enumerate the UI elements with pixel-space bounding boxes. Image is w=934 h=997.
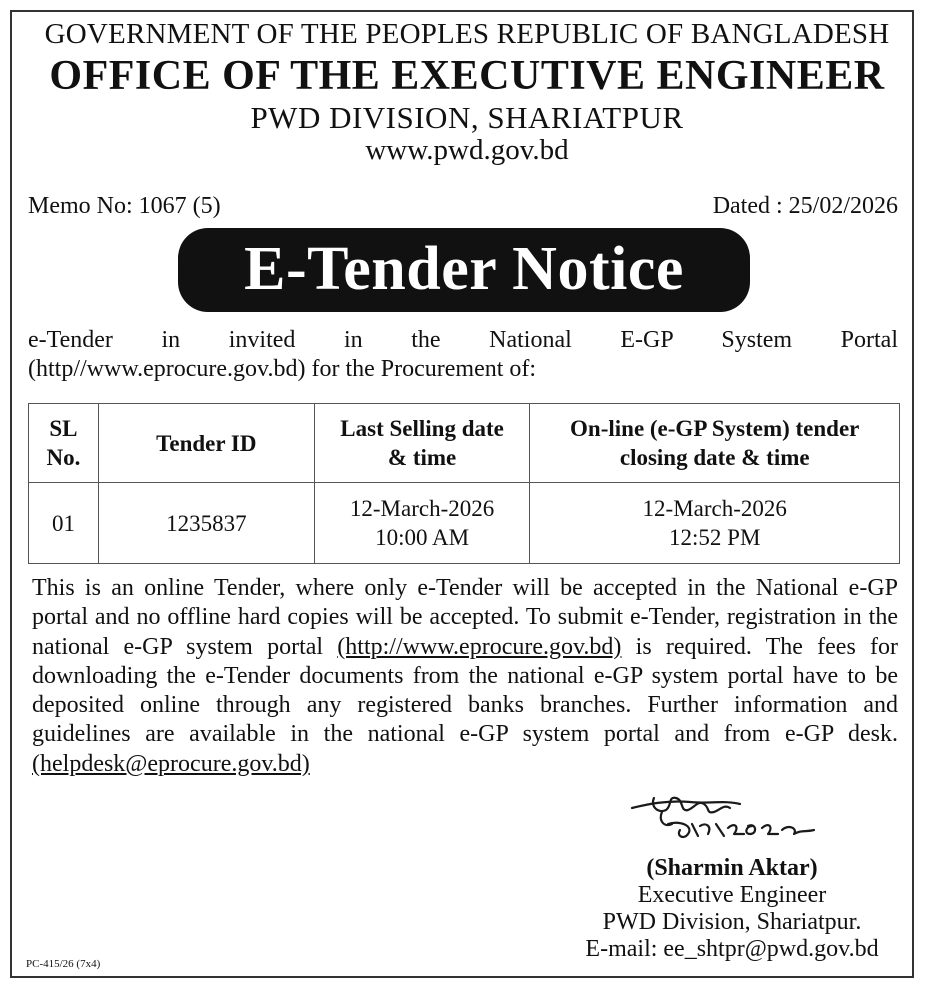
publication-code: PC-415/26 (7x4): [26, 958, 101, 970]
intro-line-1: e-Tender in invited in the National E-GP System Portal: [28, 327, 898, 353]
office-heading: OFFICE OF THE EXECUTIVE ENGINEER: [49, 53, 885, 99]
header-closing-line1: On-line (e-GP System) tender: [570, 416, 860, 441]
notice-title-banner: E-Tender Notice: [178, 228, 750, 312]
table-header-row: [29, 404, 900, 483]
closing-time: 12:52 PM: [669, 525, 761, 550]
header-selling-line1: Last Selling date: [340, 416, 504, 441]
memo-date: Dated : 25/02/2026: [712, 193, 898, 219]
selling-time: 10:00 AM: [375, 525, 470, 550]
header-closing-line2: closing date & time: [619, 445, 810, 470]
header-selling-line2: & time: [387, 445, 457, 470]
intro-line-2: (http//www.eprocure.gov.bd) for the Procurement of:: [28, 356, 537, 382]
header-sl-line2: No.: [46, 445, 81, 470]
selling-date: 12-March-2026: [349, 496, 495, 521]
header-tender-id: Tender ID: [98, 404, 314, 483]
tender-description: [32, 574, 898, 779]
handwritten-signature: [628, 790, 818, 852]
cell-closing-datetime: [530, 483, 900, 564]
header-sl: [29, 404, 99, 483]
header-sl-line1: SL: [49, 416, 78, 441]
table-row: [29, 483, 900, 564]
cell-selling-datetime: [314, 483, 530, 564]
signatory-title: Executive Engineer: [637, 882, 827, 908]
memo-number: Memo No: 1067 (5): [28, 193, 221, 219]
header-closing-date: [530, 404, 900, 483]
description-part-1: This is an online Tender, where only e-Tender will be accepted in the National e-GP portal and no offline hard copies will be accepted. To submit e-Tender, registration in the national e-GP system portal: [32, 575, 898, 660]
signatory-email: E-mail: ee_shtpr@pwd.gov.bd: [585, 936, 879, 962]
website-text: www.pwd.gov.bd: [365, 134, 569, 166]
signatory-office: PWD Division, Shariatpur.: [602, 909, 862, 935]
tender-table: [28, 403, 900, 564]
header-selling-date: [314, 404, 530, 483]
eprocure-link[interactable]: (http://www.eprocure.gov.bd): [337, 633, 622, 660]
division-heading: PWD DIVISION, SHARIATPUR: [250, 100, 684, 135]
government-heading: GOVERNMENT OF THE PEOPLES REPUBLIC OF BANGLADESH: [44, 18, 890, 50]
cell-sl: 01: [29, 483, 99, 564]
cell-tender-id: 1235837: [98, 483, 314, 564]
helpdesk-email-link[interactable]: (helpdesk@eprocure.gov.bd): [32, 750, 310, 777]
signatory-name: (Sharmin Aktar): [646, 855, 818, 881]
closing-date: 12-March-2026: [642, 496, 787, 521]
description-part-2: is required. The fees for downloading the e-Tender documents from the national e-GP system portal have to be deposited online through any registered banks branches. Further information and guidelines are available in the national e-GP system portal and from e-GP desk.: [32, 633, 899, 748]
signatory-block: [540, 855, 924, 963]
intro-paragraph: [28, 326, 898, 384]
